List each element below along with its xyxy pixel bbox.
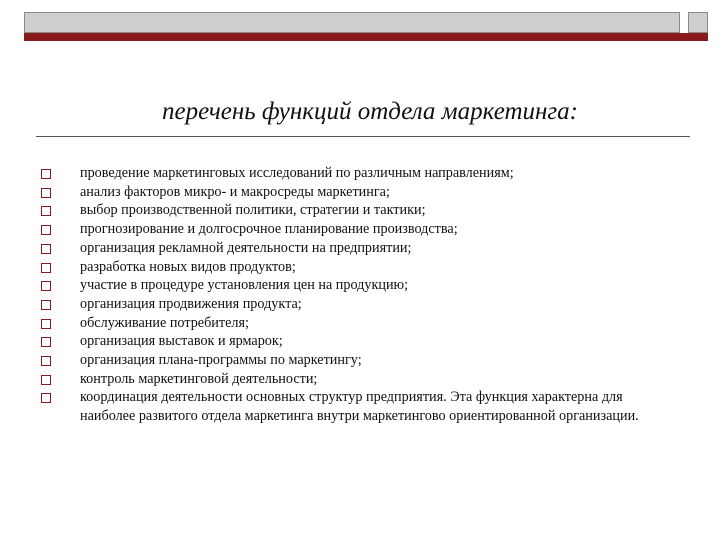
list-item-text: участие в процедуре установления цен на продукцию; [80, 277, 409, 294]
list-item-text: координация деятельности основных структур предприятия. Эта функция характерна для наиболее развитого отдела маркетинга внутри маркетингово ориентированной организации. [80, 389, 639, 425]
title-divider [36, 136, 690, 137]
square-bullet-icon [41, 188, 51, 198]
list-item-text: организация плана-программы по маркетингу; [80, 352, 362, 369]
list-item [38, 258, 678, 277]
list-item-text: разработка новых видов продуктов; [80, 258, 296, 275]
list-item [38, 220, 678, 239]
square-bullet-icon [41, 300, 51, 310]
square-bullet-icon [41, 393, 51, 403]
slide-title: перечень функций отдела маркетинга: [161, 98, 579, 125]
corner-square-bottom [688, 33, 708, 41]
list-item-text: прогнозирование и долгосрочное планирование производства; [80, 221, 458, 238]
list-item-text: проведение маркетинговых исследований по различным направлениям; [80, 165, 514, 181]
square-bullet-icon [41, 319, 51, 329]
header-bar [24, 12, 680, 33]
list-item-text: организация выставок и ярмарок; [80, 333, 283, 350]
list-item [38, 370, 678, 389]
list-item [38, 276, 678, 295]
square-bullet-icon [41, 263, 51, 273]
corner-square-top [688, 12, 708, 33]
header-corner-square [688, 12, 708, 41]
list-item [38, 351, 678, 370]
square-bullet-icon [41, 356, 51, 366]
list-item [38, 314, 678, 333]
square-bullet-icon [41, 244, 51, 254]
header-accent-stripe [24, 33, 688, 41]
list-item [38, 164, 678, 183]
list-item [38, 239, 678, 258]
square-bullet-icon [41, 169, 51, 179]
list-item [38, 388, 678, 425]
list-item-text: контроль маркетинговой деятельности; [80, 370, 318, 387]
square-bullet-icon [41, 337, 51, 347]
list-item [38, 201, 678, 220]
list-item [38, 332, 678, 351]
square-bullet-icon [41, 206, 51, 216]
list-item-text: обслуживание потребителя; [80, 314, 249, 331]
function-list [38, 164, 678, 426]
list-item-text: организация продвижения продукта; [80, 295, 302, 312]
square-bullet-icon [41, 375, 51, 385]
list-item-text: организация рекламной деятельности на предприятии; [80, 239, 412, 256]
square-bullet-icon [41, 281, 51, 291]
list-item [38, 183, 678, 202]
list-item [38, 295, 678, 314]
square-bullet-icon [41, 225, 51, 235]
list-item-text: выбор производственной политики, стратегии и тактики; [80, 202, 426, 219]
list-item-text: анализ факторов микро- и макросреды маркетинга; [80, 183, 390, 200]
